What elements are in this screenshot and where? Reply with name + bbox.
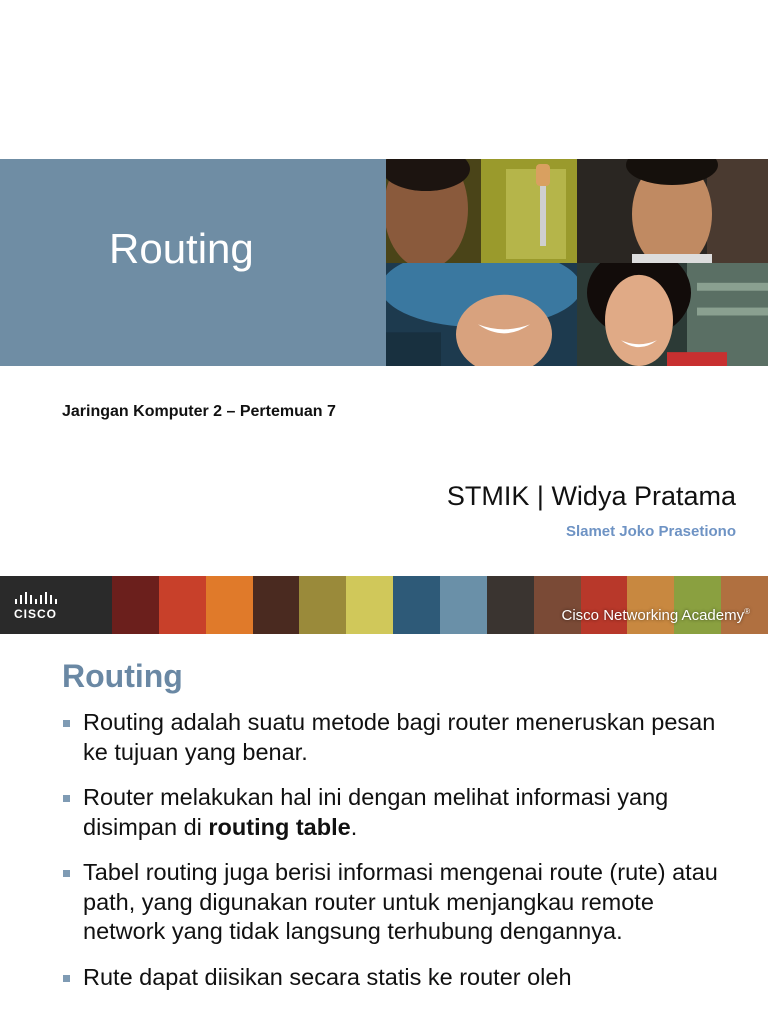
photo-collage <box>386 159 768 366</box>
bullet-square-icon <box>63 975 70 982</box>
institution-name: STMIK | Widya Pratama <box>446 481 736 511</box>
bold-term: routing table <box>208 813 351 840</box>
photo-man-smiling <box>577 159 768 263</box>
bullet-square-icon <box>63 795 70 802</box>
registered-mark: ® <box>744 607 750 616</box>
bullet-square-icon <box>63 720 70 727</box>
course-subtitle: Jaringan Komputer 2 – Pertemuan 7 <box>62 403 336 420</box>
footer-photo-strip <box>0 576 768 634</box>
academy-label <box>562 607 750 624</box>
photo-hooded-person <box>386 263 577 366</box>
cisco-logo <box>14 592 74 622</box>
academy-text: Cisco Networking Academy <box>561 607 745 624</box>
cisco-wordmark: CISCO <box>14 607 58 621</box>
bullet-item: Routing adalah suatu metode bagi router meneruskan pesan ke tujuan yang benar. <box>62 708 722 767</box>
photo-woman-smiling <box>577 263 768 366</box>
bullet-square-icon <box>63 870 70 877</box>
photo-man-portrait <box>386 159 577 263</box>
strip-photo-collage <box>112 576 768 634</box>
bullet-list <box>62 708 722 1008</box>
cisco-bars-icon <box>15 592 74 604</box>
bullet-item: Tabel routing juga berisi informasi mengenai route (rute) atau path, yang digunakan router untuk menjangkau remote network yang tidak langsung terhubung dengannya. <box>62 858 722 947</box>
bullet-item: Rute dapat diisikan secara statis ke router oleh <box>62 963 722 993</box>
slide-title: Routing <box>109 225 254 272</box>
author-name: Slamet Joko Prasetiono <box>565 523 736 540</box>
bullet-item: Router melakukan hal ini dengan melihat informasi yang disimpan di routing table. <box>62 783 722 842</box>
content-slide-title: Routing <box>62 658 183 694</box>
